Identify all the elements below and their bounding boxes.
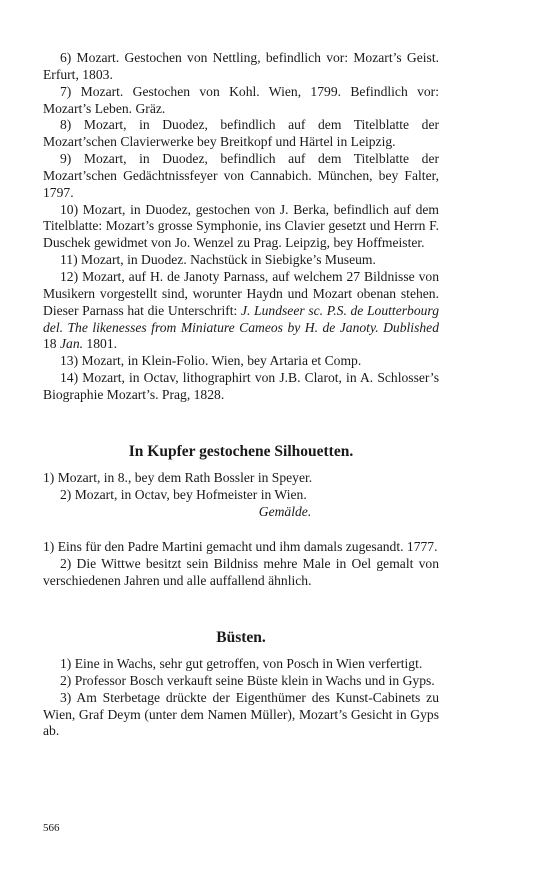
list-item-12 bbox=[43, 269, 439, 353]
list-item: 2) Mozart, in Octav, bey Hofmeister in Wien. bbox=[60, 486, 307, 502]
item-12-italic: J. Lundseer sc. P.S. de Loutterbourg del. The likenesses from Miniature Cameos by H. de Janoty. Dublished bbox=[43, 302, 439, 335]
page-number: 566 bbox=[43, 822, 60, 834]
list-item: 2) Professor Bosch verkauft seine Büste klein in Wachs und in Gyps. bbox=[60, 672, 435, 688]
list-item: 11) Mozart, in Duodez. Nachstück in Siebigke’s Museum. bbox=[60, 252, 376, 268]
silhouetten-section bbox=[43, 443, 439, 461]
list-item: 2) Die Wittwe besitzt sein Bildniss mehre Male in Oel gemalt von verschiedenen Jahren und alle auffallend ähnlich. bbox=[43, 555, 439, 588]
list-item: 1) Mozart, in 8., bey dem Rath Bossler in Speyer. bbox=[43, 470, 313, 485]
list-item: 8) Mozart, in Duodez, befindlich auf dem Titelblatte der Mozart’schen Clavierwerke bey Breitkopf und Härtel in Leipzig. bbox=[43, 117, 439, 150]
buesten-section bbox=[43, 629, 439, 647]
section-heading: Büsten. bbox=[216, 629, 266, 646]
item-12-italic-month: Jan. bbox=[60, 336, 84, 352]
list-item: 9) Mozart, in Duodez, befindlich auf dem Titelblatte der Mozart’schen Gedächtnissfeyer von Cannabich. München, bey Falter, 1797. bbox=[43, 151, 439, 200]
silhouetten-list bbox=[43, 470, 439, 521]
item-12-mid: 18 bbox=[43, 336, 60, 352]
item-12-text: 12) Mozart, auf H. de Janoty Parnass, auf welchem 27 Bildnisse von Musikern vorgestellt sind, worunter Haydn und Mozart obenan stehen. Dieser Parnass hat die Unterschrift: bbox=[43, 268, 439, 318]
subheading: Gemälde. bbox=[258, 503, 312, 519]
list-item: 3) Am Sterbetage drückte der Eigenthümer des Kunst-Cabinets zu Wien, Graf Deym (unter dem Namen Müller), Mozart’s Gesicht in Gyps ab. bbox=[43, 689, 439, 739]
gemaelde-list bbox=[43, 539, 439, 590]
section-heading: In Kupfer gestochene Silhouetten. bbox=[128, 443, 354, 460]
item-12-end: 1801. bbox=[83, 336, 118, 352]
list-item: 1) Eine in Wachs, sehr gut getroffen, von Posch in Wien verfertigt. bbox=[60, 656, 423, 671]
list-item: 6) Mozart. Gestochen von Nettling, befindlich vor: Mozart’s Geist. Erfurt, 1803. bbox=[43, 50, 439, 82]
portrait-list bbox=[43, 50, 439, 404]
list-item: 13) Mozart, in Klein-Folio. Wien, bey Artaria et Comp. bbox=[60, 353, 362, 369]
list-item: 1) Eins für den Padre Martini gemacht und ihm damals zugesandt. 1777. bbox=[43, 539, 438, 554]
list-item: 7) Mozart. Gestochen von Kohl. Wien, 1799. Befindlich vor: Mozart’s Leben. Gräz. bbox=[43, 83, 439, 116]
list-item: 10) Mozart, in Duodez, gestochen von J. Berka, befindlich auf dem Titelblatte: Mozart’s grosse Symphonie, ins Clavier gesetzt und Herrn F. Duschek gewidmet von Jo. Wenzel zu Prag. Leipzig, bey Hoffmeister. bbox=[43, 201, 439, 251]
buesten-list bbox=[43, 656, 439, 740]
list-item: 14) Mozart, in Octav, lithographirt von J.B. Clarot, in A. Schlosser’s Biographie Mozart’s. Prag, 1828. bbox=[43, 370, 439, 402]
